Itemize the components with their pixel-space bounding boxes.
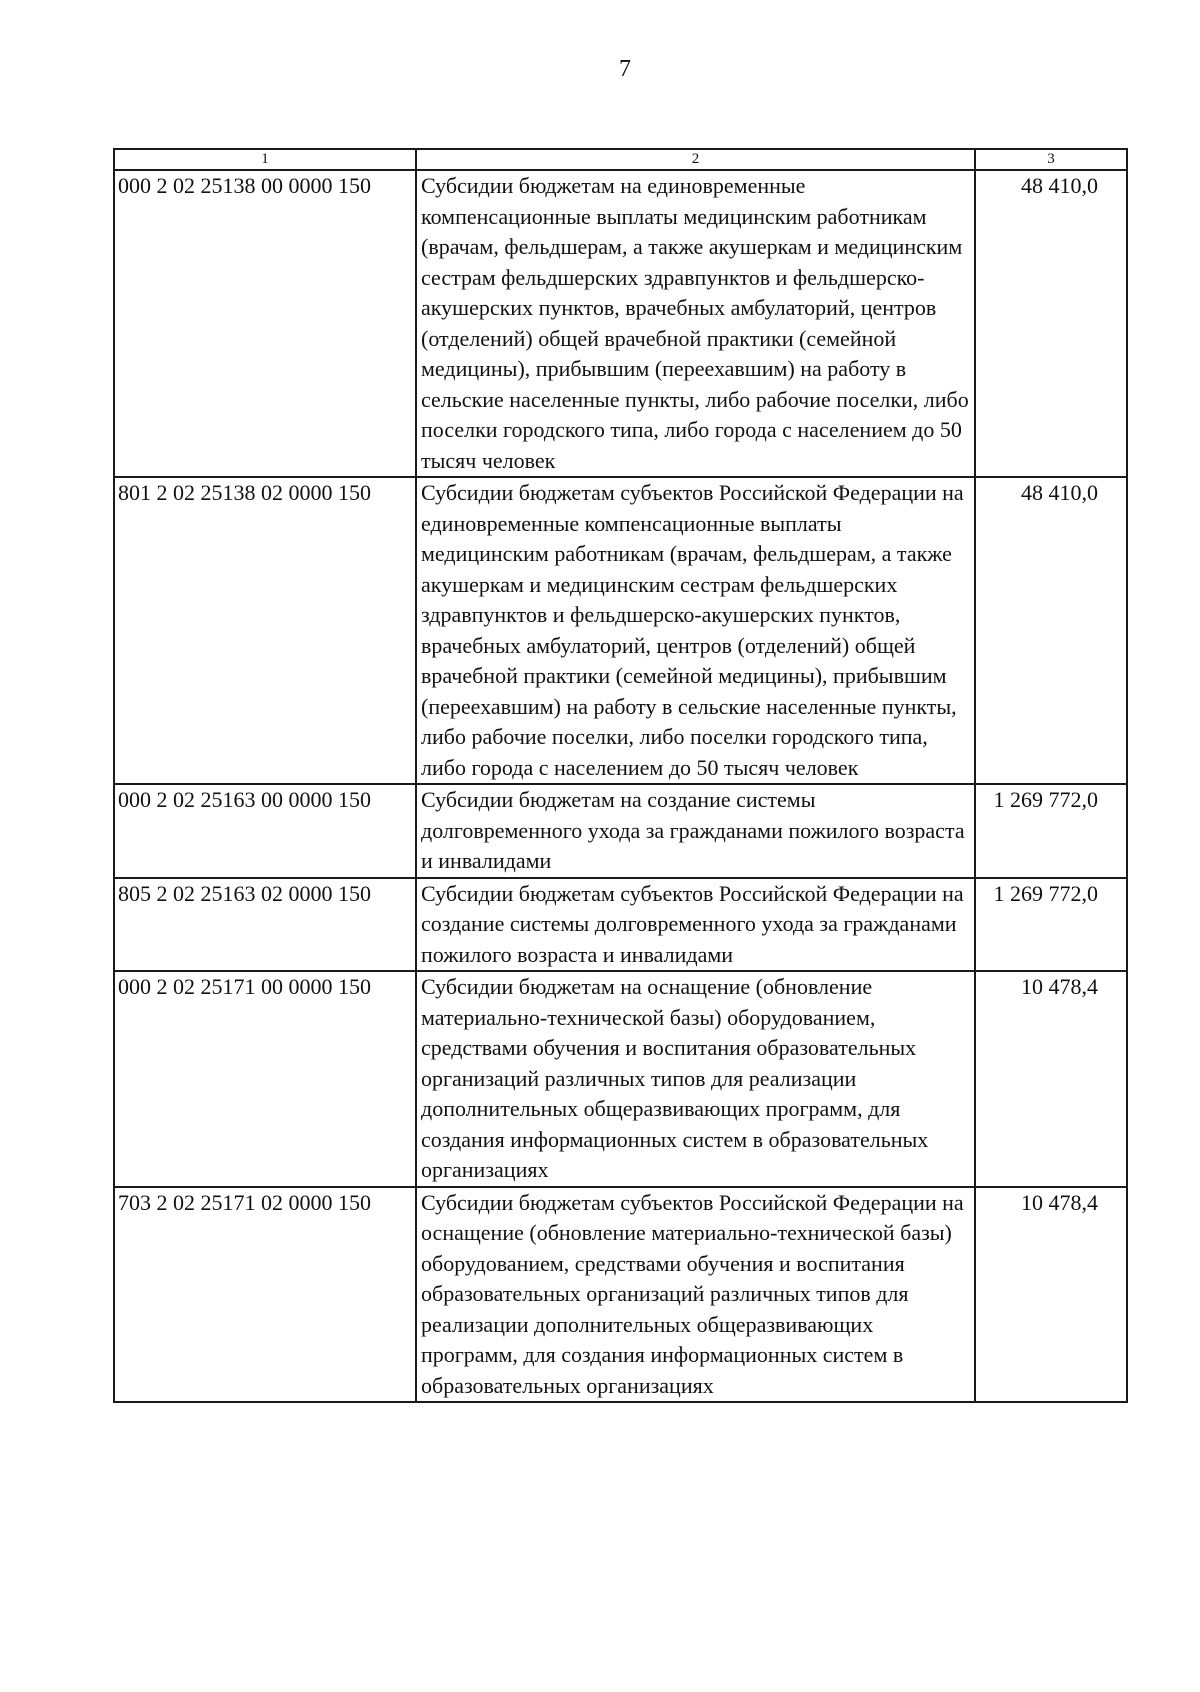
amount-cell: 10 478,4: [975, 971, 1127, 1187]
budget-code-cell: 000 2 02 25138 00 0000 150: [114, 170, 416, 477]
table-row: [114, 784, 1127, 878]
page-number: 7: [619, 56, 631, 82]
description-cell: Субсидии бюджетам на создание системы долговременного ухода за гражданами пожилого возраста и инвалидами: [416, 784, 975, 878]
description-cell: Субсидии бюджетам на оснащение (обновление материально-технической базы) оборудованием, средствами обучения и воспитания образовательных организаций различных типов для реализации дополнительных общеразвивающих программ, для создания информационных систем в образовательных организациях: [416, 971, 975, 1187]
amount-cell: 48 410,0: [975, 477, 1127, 784]
column-header-description: 2: [416, 149, 975, 170]
budget-code-cell: 703 2 02 25171 02 0000 150: [114, 1187, 416, 1403]
table-row: [114, 170, 1127, 477]
table-row: [114, 1187, 1127, 1403]
description-cell: Субсидии бюджетам субъектов Российской Федерации на оснащение (обновление материально-технической базы) оборудованием, средствами обучения и воспитания образовательных организаций различных типов для реализации дополнительных общеразвивающих программ, для создания информационных систем в образовательных организациях: [416, 1187, 975, 1403]
amount-cell: 10 478,4: [975, 1187, 1127, 1403]
budget-code-cell: 000 2 02 25163 00 0000 150: [114, 784, 416, 878]
budget-code-cell: 805 2 02 25163 02 0000 150: [114, 878, 416, 972]
description-cell: Субсидии бюджетам на единовременные компенсационные выплаты медицинским работникам (врачам, фельдшерам, а также акушеркам и медицинским сестрам фельдшерских здравпунктов и фельдшерско-акушерских пунктов, врачебных амбулаторий, центров (отделений) общей врачебной практики (семейной медицины), прибывшим (переехавшим) на работу в сельские населенные пункты, либо рабочие поселки, либо поселки городского типа, либо города с населением до 50 тысяч человек: [416, 170, 975, 477]
table-body: [114, 170, 1127, 1402]
amount-cell: 1 269 772,0: [975, 878, 1127, 972]
table-row: [114, 971, 1127, 1187]
budget-code-cell: 000 2 02 25171 00 0000 150: [114, 971, 416, 1187]
table-row: [114, 878, 1127, 972]
table-header: [114, 149, 1127, 170]
header-row: [114, 149, 1127, 170]
column-header-amount: 3: [975, 149, 1127, 170]
description-cell: Субсидии бюджетам субъектов Российской Федерации на создание системы долговременного ухода за гражданами пожилого возраста и инвалидами: [416, 878, 975, 972]
column-header-code: 1: [114, 149, 416, 170]
amount-cell: 1 269 772,0: [975, 784, 1127, 878]
table-row: [114, 477, 1127, 784]
budget-table: [113, 148, 1128, 1403]
amount-cell: 48 410,0: [975, 170, 1127, 477]
budget-code-cell: 801 2 02 25138 02 0000 150: [114, 477, 416, 784]
description-cell: Субсидии бюджетам субъектов Российской Федерации на единовременные компенсационные выплаты медицинским работникам (врачам, фельдшерам, а также акушеркам и медицинским сестрам фельдшерских здравпунктов и фельдшерско-акушерских пунктов, врачебных амбулаторий, центров (отделений) общей врачебной практики (семейной медицины), прибывшим (переехавшим) на работу в сельские населенные пункты, либо рабочие поселки, либо поселки городского типа, либо города с населением до 50 тысяч человек: [416, 477, 975, 784]
